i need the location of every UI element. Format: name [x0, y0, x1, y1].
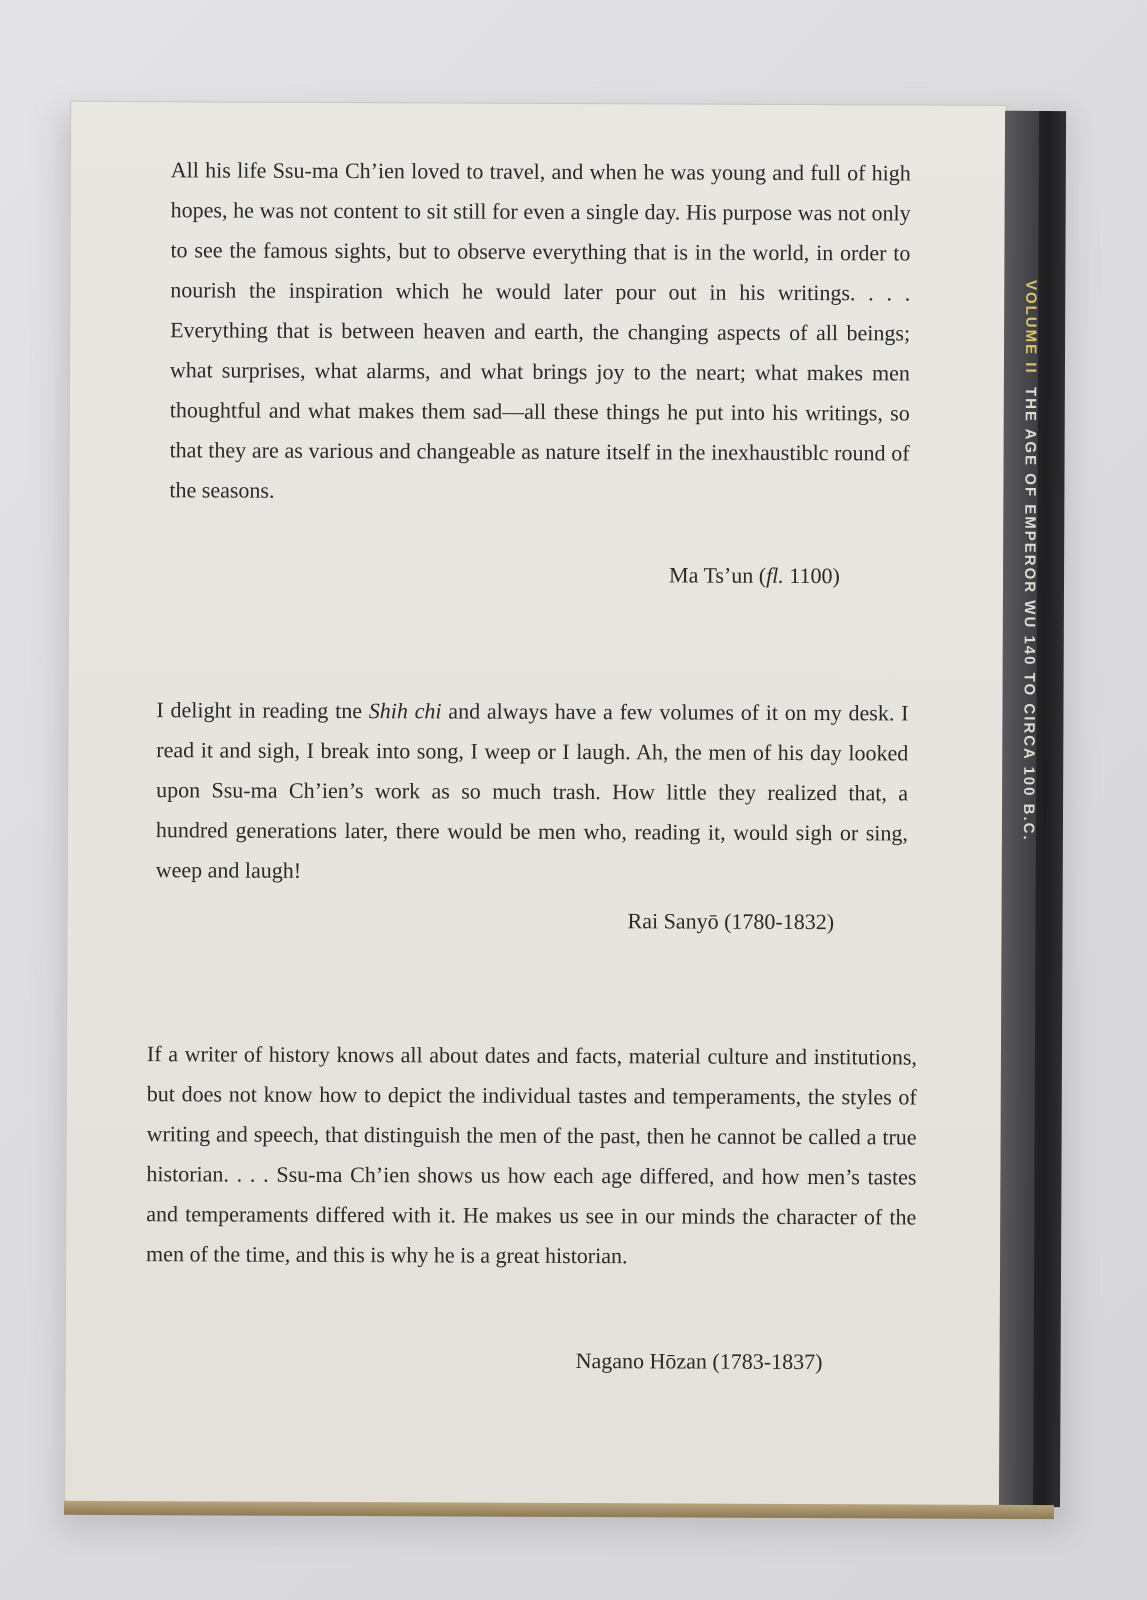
attribution-nagano-hozan: Nagano Hōzan (1783-1837)	[575, 1348, 823, 1375]
book-back-cover	[64, 101, 1080, 1535]
dust-jacket-back	[64, 101, 1007, 1507]
attribution-rai-sanyo: Rai Sanyō (1780-1832)	[627, 908, 835, 935]
quote-ma-tsun	[169, 150, 911, 513]
quote-rai-sanyo	[156, 690, 909, 893]
attribution-ma-tsun: Ma Ts’un (fl. 1100)	[669, 562, 840, 589]
quote-text: If a writer of history knows all about dates and facts, material culture and institutions, but does not know how to depict the individual tastes and temperaments, the styles of writing and speech, that distinguish the men of the past, then he cannot be called a true historian. . . . Ssu-ma Ch’ien shows us how each age differed, and how men’s tastes and temperaments differed with it. He makes us see in our minds the character of the men of the time, and this is why he is a great historian.	[146, 1041, 918, 1269]
spine-title-text: THE AGE OF EMPEROR WU 140 TO CIRCA 100 B.C.	[1019, 386, 1039, 842]
quote-text: All his life Ssu-ma Ch’ien loved to travel, and when he was young and full of high hopes, he was not content to sit still for even a single day. His purpose was not only to see the famous sights, but to observe everything that is in the world, in order to nourish the inspiration which he would later pour out in his writings. . . . Everything that is between heaven and earth, the changing aspects of all beings; what surprises, what alarms, and what brings joy to the neart; what makes men thoughtful and what makes them sad—all these things he put into his writings, so that they are as various and changeable as nature itself in the inexhaustiblc round of the seasons.	[169, 157, 911, 503]
quote-nagano-hozan	[146, 1034, 917, 1277]
spine-volume: VOLUME II	[1021, 279, 1040, 375]
board-bottom-edge	[64, 1501, 1054, 1519]
quote-text-start: I delight in reading tne	[156, 697, 369, 724]
book-title-italic: Shih chi	[368, 698, 442, 724]
quote-text-end: and always have a few volumes of it on my desk. I read it and sigh, I break into song, I weep or I laugh. Ah, the men of his day looked upon Ssu-ma Ch’ien’s work as so much trash. How little they realized that, a hundred generations later, there would be men who, reading it, would sigh or sing, weep and laugh!	[155, 698, 909, 883]
floruit-abbrev: fl.	[766, 562, 784, 588]
quote-text	[156, 690, 909, 893]
